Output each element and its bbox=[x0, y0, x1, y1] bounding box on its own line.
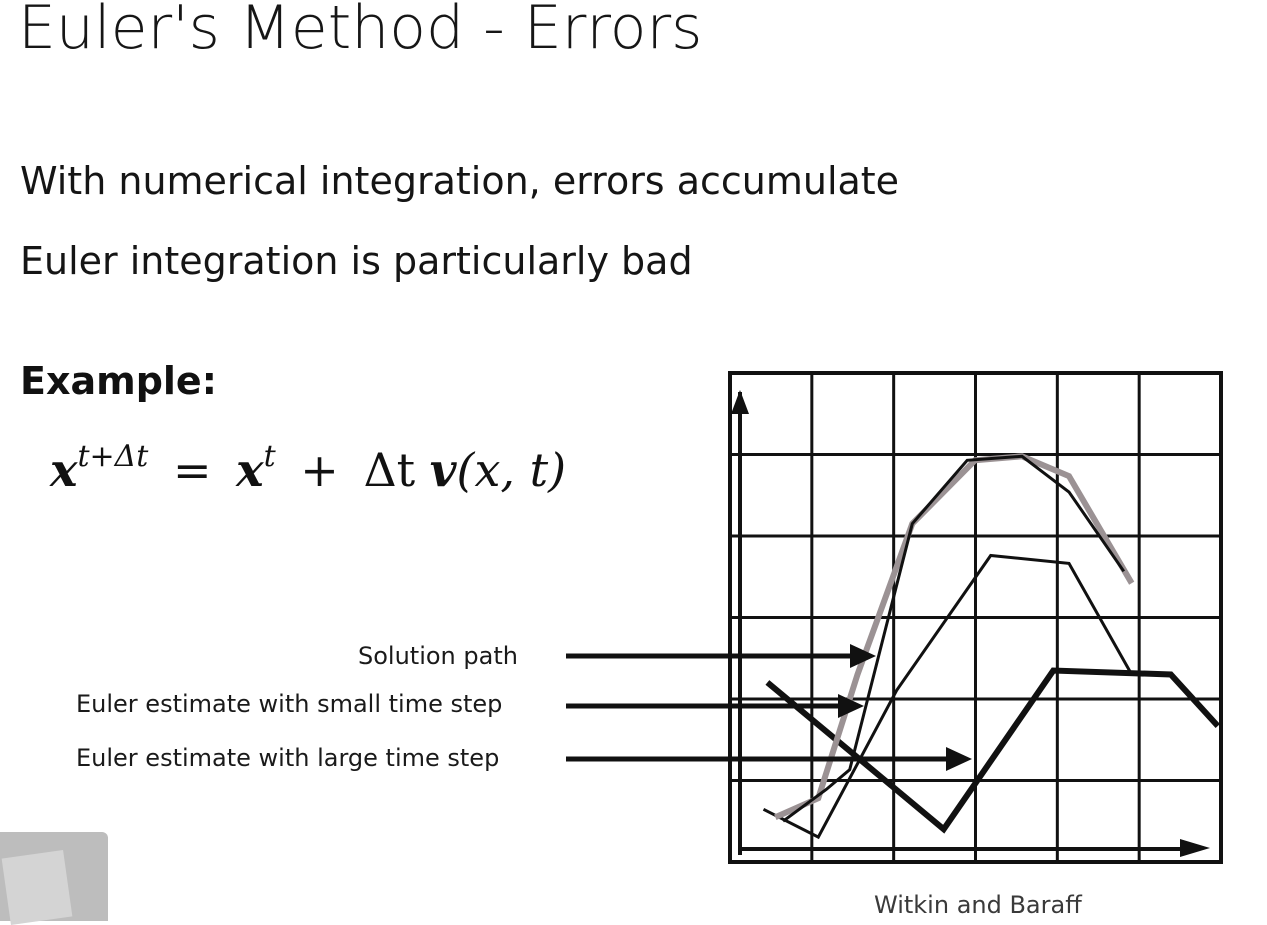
x-axis-arrowhead bbox=[1180, 839, 1210, 857]
bullet-euler-bad: Euler integration is particularly bad bbox=[20, 239, 693, 283]
formula-lhs-superscript: t+Δt bbox=[77, 438, 149, 474]
y-axis-arrowhead bbox=[731, 390, 749, 414]
pointer-arrowhead-large-step bbox=[946, 747, 972, 771]
grid bbox=[730, 373, 1221, 862]
formula-delta-t: Δt bbox=[363, 443, 416, 497]
slide-title: Euler's Method - Errors bbox=[18, 0, 703, 63]
example-label: Example: bbox=[20, 359, 217, 403]
formula-lhs-variable: x bbox=[50, 443, 78, 497]
formula-velocity: v bbox=[429, 443, 457, 497]
formula-rhs-superscript: t bbox=[263, 438, 276, 474]
formula-arguments: (x, t) bbox=[456, 443, 567, 497]
formula-rhs-variable: x bbox=[236, 443, 264, 497]
label-small-time-step: Euler estimate with small time step bbox=[76, 690, 503, 718]
formula-plus: + bbox=[300, 443, 339, 497]
label-solution-path: Solution path bbox=[358, 642, 518, 670]
video-thumbnail-overlay bbox=[0, 832, 108, 921]
thumbnail-paper-shape bbox=[2, 850, 73, 925]
formula-equals: = bbox=[172, 443, 212, 497]
image-credit: Witkin and Baraff bbox=[874, 891, 1082, 919]
bullet-errors-accumulate: With numerical integration, errors accumulate bbox=[20, 159, 900, 203]
label-large-time-step: Euler estimate with large time step bbox=[76, 744, 500, 772]
